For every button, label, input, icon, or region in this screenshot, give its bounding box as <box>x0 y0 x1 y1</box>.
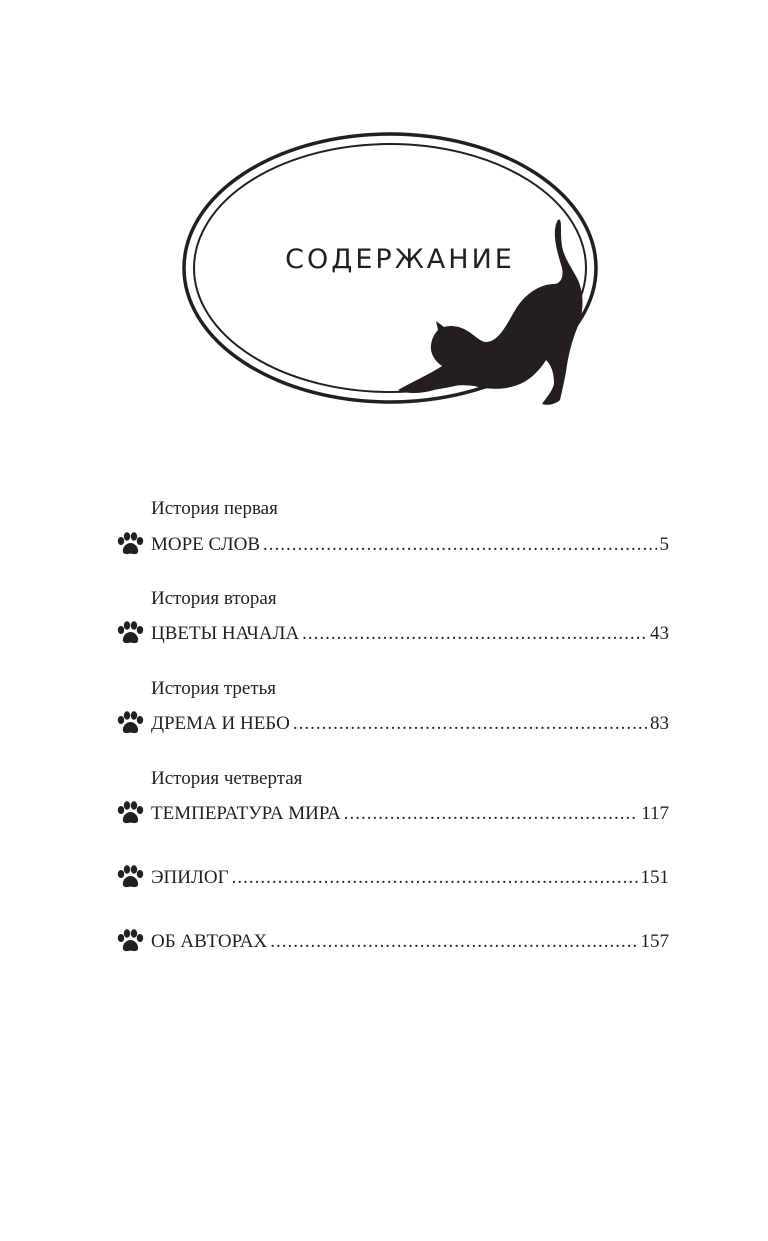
paw-icon <box>116 929 144 953</box>
entry-title: ОБ АВТОРАХ <box>151 931 268 952</box>
page-number: 5 <box>659 534 669 555</box>
page-number: 151 <box>640 867 669 888</box>
entry-title: МОРЕ СЛОВ <box>151 534 261 555</box>
toc-entry[interactable] <box>116 528 669 556</box>
toc-entry[interactable] <box>116 617 669 645</box>
page-number: 43 <box>650 623 669 644</box>
story-label: История вторая <box>151 588 277 609</box>
entry-title: ЦВЕТЫ НАЧАЛА <box>151 623 300 644</box>
paw-icon <box>116 532 144 556</box>
dot-leader <box>263 534 656 556</box>
page-number: 117 <box>641 803 669 824</box>
toc-entry[interactable] <box>116 861 669 889</box>
story-label: История третья <box>151 678 277 699</box>
toc-entry[interactable] <box>116 797 669 825</box>
dot-leader <box>293 713 647 735</box>
page-number: 157 <box>640 931 669 952</box>
story-label: История четвертая <box>151 768 303 789</box>
paw-icon <box>116 711 144 735</box>
entry-title: ДРЕМА И НЕБО <box>151 713 290 734</box>
dot-leader <box>302 623 647 645</box>
toc-entry[interactable] <box>116 707 669 735</box>
entry-title: ЭПИЛОГ <box>151 867 229 888</box>
paw-icon <box>116 621 144 645</box>
dot-leader <box>232 867 638 889</box>
dot-leader <box>344 803 638 825</box>
dot-leader <box>270 931 637 953</box>
toc-entry[interactable] <box>116 925 669 953</box>
story-label: История первая <box>151 498 278 519</box>
entry-title: ТЕМПЕРАТУРА МИРА <box>151 803 341 824</box>
page-title: СОДЕРЖАНИЕ <box>285 244 515 275</box>
paw-icon <box>116 801 144 825</box>
page-number: 83 <box>650 713 669 734</box>
paw-icon <box>116 865 144 889</box>
